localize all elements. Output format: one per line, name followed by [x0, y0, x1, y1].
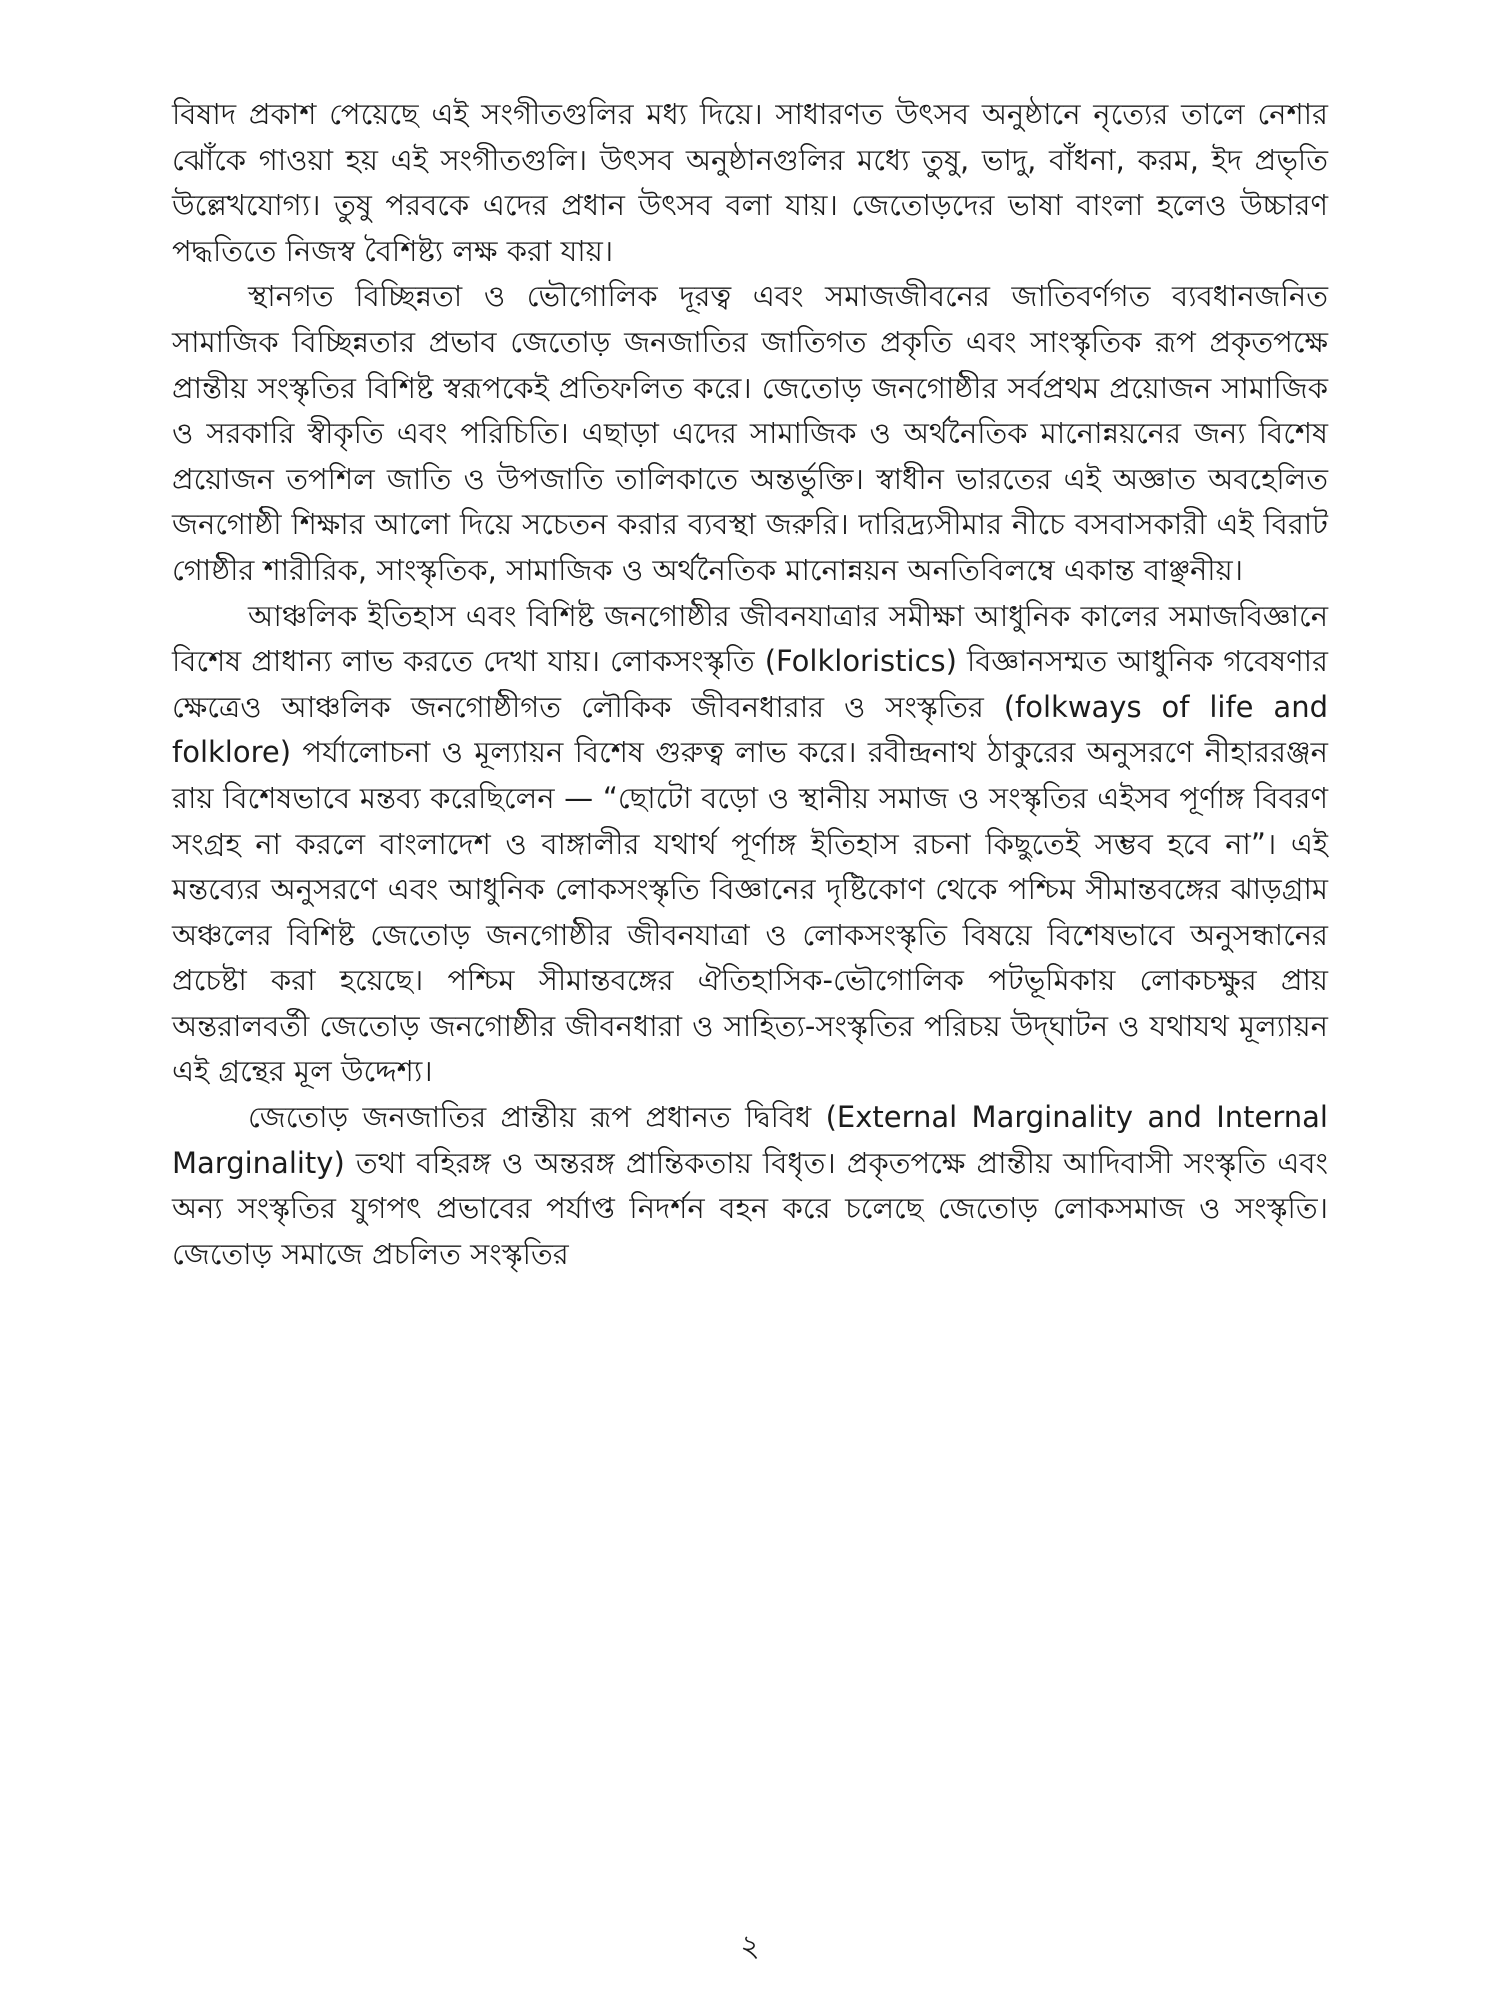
paragraph-spatial-isolation: স্থানগত বিচ্ছিন্নতা ও ভৌগোলিক দূরত্ব এবং সমাজজীবনের জাতিবর্ণগত ব্যবধানজনিত সামাজিক বিচ্ছিন্নতার প্রভাব জেতোড় জনজাতির জাতিগত প্রকৃতি এবং সাংস্কৃতিক রূপ প্রকৃতপক্ষে প্রান্তীয় সংস্কৃতির বিশিষ্ট স্বরূপকেই প্রতিফলিত করে। জেতোড় জনগোষ্ঠীর সর্বপ্রথম প্রয়োজন সামাজিক ও সরকারি স্বীকৃতি এবং পরিচিতি। এছাড়া এদের সামাজিক ও অর্থনৈতিক মানোন্নয়নের জন্য বিশেষ প্রয়োজন তপশিল জাতি ও উপজাতি তালিকাতে অন্তর্ভুক্তি। স্বাধীন ভারতের এই অজ্ঞাত অবহেলিত জনগোষ্ঠী শিক্ষার আলো দিয়ে সচেতন করার ব্যবস্থা জরুরি। দারিদ্র্যসীমার নীচে বসবাসকারী এই বিরাট গোষ্ঠীর শারীরিক, সাংস্কৃতিক, সামাজিক ও অর্থনৈতিক মানোন্নয়ন অনতিবিলম্বে একান্ত বাঞ্ছনীয়।	[172, 279, 1328, 587]
body-text	[172, 92, 1328, 1277]
page-number: ২	[740, 1929, 760, 1964]
paragraph-regional-history: আঞ্চলিক ইতিহাস এবং বিশিষ্ট জনগোষ্ঠীর জীবনযাত্রার সমীক্ষা আধুনিক কালের সমাজবিজ্ঞানে বিশেষ প্রাধান্য লাভ করতে দেখা যায়। লোকসংস্কৃতি (Folkloristics) বিজ্ঞানসম্মত আধুনিক গবেষণার ক্ষেত্রেও আঞ্চলিক জনগোষ্ঠীগত লৌকিক জীবনধারার ও সংস্কৃতির (folkways of life and folklore) পর্যালোচনা ও মূল্যায়ন বিশেষ গুরুত্ব লাভ করে। রবীন্দ্রনাথ ঠাকুরের অনুসরণে নীহাররঞ্জন রায় বিশেষভাবে মন্তব্য করেছিলেন — “ছোটো বড়ো ও স্থানীয় সমাজ ও সংস্কৃতির এইসব পূর্ণাঙ্গ বিবরণ সংগ্রহ না করলে বাংলাদেশ ও বাঙ্গালীর যথার্থ পূর্ণাঙ্গ ইতিহাস রচনা কিছুতেই সম্ভব হবে না”। এই মন্তব্যের অনুসরণে এবং আধুনিক লোকসংস্কৃতি বিজ্ঞানের দৃষ্টিকোণ থেকে পশ্চিম সীমান্তবঙ্গের ঝাড়গ্রাম অঞ্চলের বিশিষ্ট জেতোড় জনগোষ্ঠীর জীবনযাত্রা ও লোকসংস্কৃতি বিষয়ে বিশেষভাবে অনুসন্ধানের প্রচেষ্টা করা হয়েছে। পশ্চিম সীমান্তবঙ্গের ঐতিহাসিক-ভৌগোলিক পটভূমিকায় লোকচক্ষুর প্রায় অন্তরালবর্তী জেতোড় জনগোষ্ঠীর জীবনধারা ও সাহিত্য-সংস্কৃতির পরিচয় উদ্‌ঘাটন ও যথাযথ মূল্যায়ন এই গ্রন্থের মূল উদ্দেশ্য।	[172, 598, 1328, 1089]
paragraph-continued: বিষাদ প্রকাশ পেয়েছে এই সংগীতগুলির মধ্য দিয়ে। সাধারণত উৎসব অনুষ্ঠানে নৃত্যের তালে নেশার ঝোঁকে গাওয়া হয় এই সংগীতগুলি। উৎসব অনুষ্ঠানগুলির মধ্যে তুষু, ভাদু, বাঁধনা, করম, ইদ প্রভৃতি উল্লেখযোগ্য। তুষু পরবকে এদের প্রধান উৎসব বলা যায়। জেতোড়দের ভাষা বাংলা হলেও উচ্চারণ পদ্ধতিতে নিজস্ব বৈশিষ্ট্য লক্ষ করা যায়।	[172, 97, 1328, 268]
paragraph-marginality: জেতোড় জনজাতির প্রান্তীয় রূপ প্রধানত দ্বিবিধ (External Marginality and Internal Marginality) তথা বহিরঙ্গ ও অন্তরঙ্গ প্রান্তিকতায় বিধৃত। প্রকৃতপক্ষে প্রান্তীয় আদিবাসী সংস্কৃতি এবং অন্য সংস্কৃতির যুগপৎ প্রভাবের পর্যাপ্ত নিদর্শন বহন করে চলেছে জেতোড় লোকসমাজ ও সংস্কৃতি। জেতোড় সমাজে প্রচলিত সংস্কৃতির	[172, 1100, 1328, 1271]
